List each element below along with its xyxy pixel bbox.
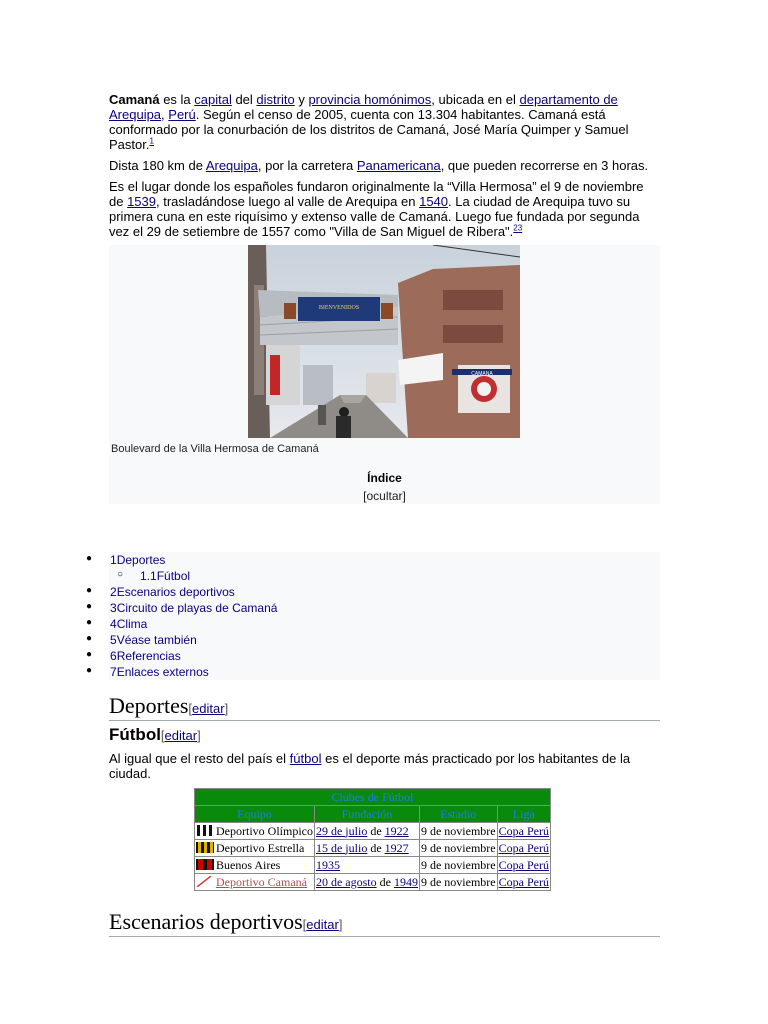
intro-paragraph-2: Dista 180 km de Arequipa, por la carretera Panamericana, que pueden recorrerse en 3 horas. [109,158,649,173]
toc-item-referencias[interactable]: 6Referencias [110,649,181,663]
clubs-table [194,788,551,891]
founding-cell: 20 de agosto de 1949 [315,874,418,889]
table-of-contents [86,552,660,680]
column-header: Fundación [314,806,419,823]
article-body [109,92,660,504]
column-header: Equipo [195,806,315,823]
toc-item-escenarios[interactable]: 2Escenarios deportivos [110,585,235,599]
stadium-cell: 9 de noviembre [420,840,496,855]
toc-item-enlaces[interactable]: 7Enlaces externos [110,665,209,679]
section-heading-futbol: Fútbol[editar] [109,725,201,744]
bullet: ○ [117,569,124,580]
bullet: ● [86,585,93,596]
team-cell [195,874,315,891]
edit-link[interactable]: editar [164,728,198,743]
team-cell: Deportivo Estrella [195,840,315,857]
founding-cell [314,857,419,874]
link-year[interactable]: 1922 [384,823,409,838]
section-heading-deportes: Deportes[editar] [109,693,660,721]
section-heading-escenarios: Escenarios deportivos[editar] [109,909,660,937]
league-cell [497,874,550,891]
link-league[interactable]: Copa Perú [498,874,549,889]
link-date[interactable]: 20 de agosto [315,874,377,889]
bullet: ● [86,633,93,644]
striped-crest-icon [196,825,214,836]
founding-cell: 15 de julio de 1927 [314,840,419,857]
link-league[interactable]: Copa Perú [498,857,549,872]
striped-crest-icon [196,842,214,853]
toc-item-futbol[interactable]: 1.1Fútbol [140,569,191,583]
intro-paragraph-1: Camaná es la capital del distrito y provincia homónimos, ubicada en el departamento de Arequipa, Perú. Según el censo de 2005, cuenta con 13.304 habitantes. Camaná está conformado por la conurbación de los distritos de Camaná, José María Quimper y Samuel Pastor.$^1$ [109,92,629,152]
article-title-bold: Camaná [109,92,160,107]
ref-23-link[interactable]: 23 [513,223,523,233]
stadium-cell: 9 de noviembre [420,823,496,838]
banner-text: BIENVENIDOS [318,305,360,311]
edit-link[interactable]: editar [192,701,225,716]
link-departamento[interactable]: departamento de Arequipa [109,92,618,122]
sash-crest-icon [196,876,214,887]
league-cell [497,857,550,874]
table-row [195,857,551,874]
boulevard-photo[interactable] [248,245,520,438]
striped-crest-icon [196,859,214,870]
toc-item-vease[interactable]: 5Véase también [110,633,197,647]
link-year[interactable]: 1949 [393,874,418,889]
edit-section: [editar] [188,701,229,716]
bullet: ● [86,553,93,564]
edit-section: [editar] [160,728,201,743]
bullet: ● [86,665,93,676]
edit-link[interactable]: editar [306,917,339,932]
toc-hide-toggle[interactable]: [ocultar] [363,489,406,503]
link-futbol[interactable]: fútbol [289,751,322,766]
link-date[interactable]: 29 de julio [315,823,368,838]
bullet: ● [86,601,93,612]
link-year[interactable]: 1927 [384,840,409,855]
toc-item-clima[interactable]: 4Clima [110,617,148,631]
toc-item-deportes[interactable]: 1Deportes [110,553,166,567]
link-distrito[interactable]: distrito [256,92,295,107]
thumbnail-figure [109,245,660,504]
table-row [195,823,551,840]
link-date[interactable]: 1935 [315,857,340,872]
toc-item-circuito[interactable]: 3Circuito de playas de Camaná [110,601,278,615]
league-cell [497,840,550,857]
bullet: ● [86,649,93,660]
ref-1-link[interactable]: 1 [149,136,154,146]
figure-caption: Boulevard de la Villa Hermosa de Camaná [111,443,319,455]
link-capital[interactable]: capital [194,92,232,107]
link-provincia[interactable]: provincia homónimos [308,92,432,107]
table-row [195,874,551,891]
sign-text: CAMANA [471,371,493,377]
team-cell: Deportivo Olímpico [195,823,315,840]
bullet: ● [86,617,93,628]
link-1540[interactable]: 1540 [419,194,449,209]
link-peru[interactable]: Perú [168,107,196,122]
column-header: Estadio [419,806,497,823]
league-cell [497,823,550,840]
link-date[interactable]: 15 de julio [315,840,368,855]
table-row [195,840,551,857]
link-1539[interactable]: 1539 [127,194,156,209]
link-league[interactable]: Copa Perú [498,823,549,838]
toc-title: Índice [367,471,402,485]
edit-section: [editar] [302,917,343,932]
stadium-cell: 9 de noviembre [420,874,496,889]
futbol-paragraph: Al igual que el resto del país el fútbol es el deporte más practicado por los habitantes de la ciudad. [109,751,631,781]
founding-cell: 29 de julio de 1922 [314,823,419,840]
link-team[interactable]: Deportivo Camaná [216,874,307,889]
intro-paragraph-3: Es el lugar donde los españoles fundaron originalmente la “Villa Hermosa” el 9 de noviembre de 1539, trasladándose luego al valle de Arequipa en 1540. La ciudad de Arequipa tuvo su primera cuna en este riquísimo y extenso valle de Camaná. Luego fue fundada por segunda vez el 29 de setiembre de 1557 como "Villa de San Miguel de Ribera".$^{23}$ [109,179,644,239]
link-arequipa[interactable]: Arequipa [205,158,258,173]
column-header: Liga [497,806,550,823]
table-caption: Clubes de Fútbol [195,789,551,806]
link-panamericana[interactable]: Panamericana [356,158,441,173]
team-cell: Buenos Aires [195,857,315,874]
stadium-cell: 9 de noviembre [420,857,496,872]
link-league[interactable]: Copa Perú [498,840,549,855]
